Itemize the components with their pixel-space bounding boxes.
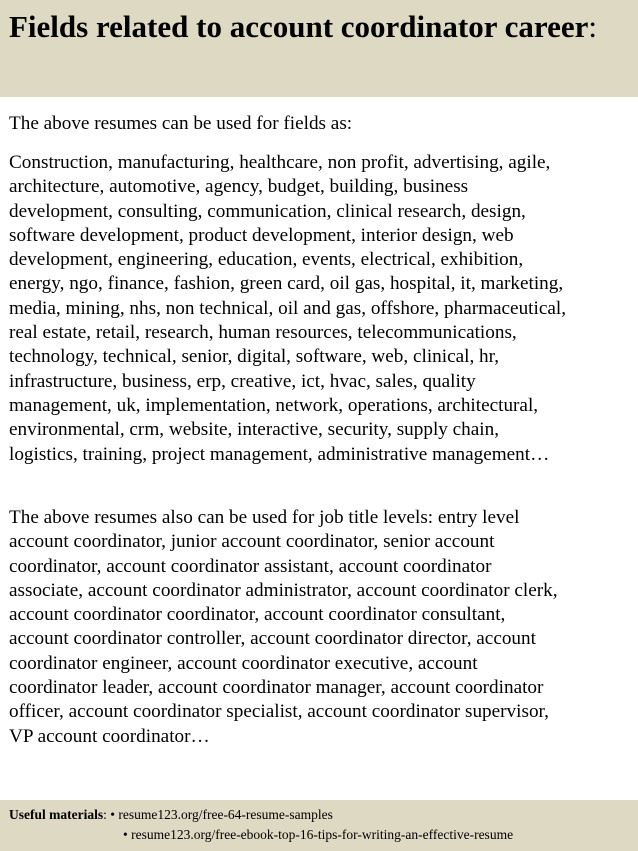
useful-materials-separator: :	[103, 807, 111, 822]
useful-materials	[9, 805, 513, 845]
resource-link-samples[interactable]: • resume123.org/free-64-resume-samples	[110, 807, 333, 822]
footer-row-first	[9, 805, 513, 825]
fields-line: infrastructure, business, erp, creative, ict, hvac, sales, quality	[9, 370, 476, 392]
fields-line: architecture, automotive, agency, budget, building, business	[9, 176, 469, 198]
levels-line: coordinator, account coordinator assistant, account coordinator	[9, 555, 492, 577]
levels-line: account coordinator, junior account coordinator, senior account	[9, 531, 495, 553]
levels-line: account coordinator controller, account coordinator director, account	[9, 628, 536, 650]
levels-line: The above resumes also can be used for job title levels: entry level	[9, 507, 520, 528]
levels-line: associate, account coordinator administrator, account coordinator clerk,	[9, 579, 558, 601]
levels-line: officer, account coordinator specialist, account coordinator supervisor,	[9, 701, 549, 723]
job-levels-paragraph	[9, 506, 631, 749]
useful-materials-label: Useful materials	[9, 807, 104, 822]
fields-line: development, engineering, education, events, electrical, exhibition,	[9, 249, 524, 271]
fields-line: environmental, crm, website, interactive, security, supply chain,	[9, 419, 500, 441]
levels-line: VP account coordinator…	[9, 725, 210, 747]
page-title-text: Fields related to account coordinator career	[9, 9, 589, 44]
page-title	[9, 6, 629, 48]
fields-line: management, uk, implementation, network, operations, architectural,	[9, 394, 539, 416]
fields-line: development, consulting, communication, clinical research, design,	[9, 200, 526, 222]
fields-line: logistics, training, project management, administrative management…	[9, 443, 550, 465]
fields-line: technology, technical, senior, digital, software, web, clinical, hr,	[9, 346, 500, 368]
fields-line: software development, product development, interior design, web	[9, 224, 514, 246]
footer-row-second	[9, 825, 513, 845]
fields-line: media, mining, nhs, non technical, oil and gas, offshore, pharmaceutical,	[9, 297, 566, 319]
intro-text: The above resumes can be used for fields as:	[9, 113, 353, 134]
fields-line: real estate, retail, research, human resources, telecommunications,	[9, 322, 517, 344]
levels-line: account coordinator coordinator, account coordinator consultant,	[9, 604, 506, 626]
resource-link-ebook[interactable]: • resume123.org/free-ebook-top-16-tips-for-writing-an-effective-resume	[123, 827, 514, 842]
fields-paragraph	[9, 151, 631, 467]
fields-line: Construction, manufacturing, healthcare, non profit, advertising, agile,	[9, 152, 551, 173]
levels-line: coordinator engineer, account coordinator executive, account	[9, 652, 478, 674]
fields-line: energy, ngo, finance, fashion, green card, oil gas, hospital, it, marketing,	[9, 273, 564, 295]
levels-line: coordinator leader, account coordinator manager, account coordinator	[9, 677, 544, 699]
page-title-colon: :	[588, 9, 598, 44]
